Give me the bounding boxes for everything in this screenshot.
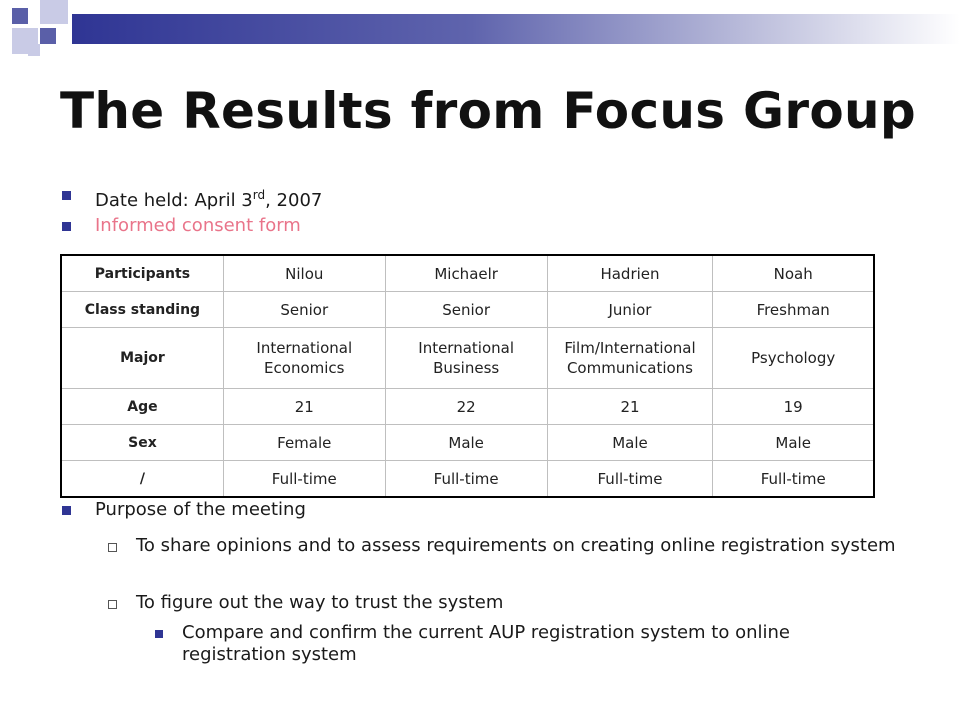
date-superscript: rd [252,188,266,202]
consent-form-link[interactable]: Informed consent form [95,215,301,236]
participants-table [60,254,875,498]
table-cell: International Economics [223,328,385,389]
table-cell: Psychology [713,328,874,389]
table-row [61,461,874,498]
table-cell: Senior [223,292,385,328]
table-cell: Full-time [385,461,547,498]
table-cell: Junior [547,292,713,328]
table-cell: Full-time [713,461,874,498]
table-cell: Senior [385,292,547,328]
hollow-square-bullet-icon [108,543,117,552]
square-bullet-icon [62,222,71,231]
table-cell: Male [385,425,547,461]
table-row [61,425,874,461]
table-cell: Full-time [223,461,385,498]
table-cell: 19 [713,389,874,425]
table-cell: Hadrien [547,255,713,292]
decor-square [12,8,28,24]
hollow-square-bullet-icon [108,600,117,609]
table-row [61,389,874,425]
row-header: / [61,461,223,498]
table-row [61,328,874,389]
table-row [61,255,874,292]
table-cell: International Business [385,328,547,389]
row-header: Sex [61,425,223,461]
table-cell: Michaelr [385,255,547,292]
sub-bullet-trust-system: To figure out the way to trust the system [136,592,504,613]
row-header: Participants [61,255,223,292]
decor-square [40,28,56,44]
table-cell: 21 [223,389,385,425]
table-row [61,292,874,328]
table-cell: Male [547,425,713,461]
table-cell: Full-time [547,461,713,498]
table-cell: Noah [713,255,874,292]
square-bullet-icon [155,630,163,638]
table-cell: 21 [547,389,713,425]
table-cell: Nilou [223,255,385,292]
table-cell: Male [713,425,874,461]
date-prefix: Date held: April 3 [95,190,253,211]
row-header: Class standing [61,292,223,328]
sub-bullet-share-opinions: To share opinions and to assess requirements on creating online registration system [136,535,896,556]
date-suffix: , 2007 [265,190,323,211]
slide-title: The Results from Focus Group [60,82,916,140]
square-bullet-icon [62,191,71,200]
table-cell: Freshman [713,292,874,328]
table-cell: Film/International Communications [547,328,713,389]
row-header: Age [61,389,223,425]
decor-square [40,0,68,24]
decor-square [28,44,40,56]
row-header: Major [61,328,223,389]
date-held-text [95,184,322,212]
header-gradient-bar [72,14,960,44]
table-cell: 22 [385,389,547,425]
square-bullet-icon [62,506,71,515]
sub-sub-bullet-compare: Compare and confirm the current AUP registration system to online registration system [182,622,791,665]
table-cell: Female [223,425,385,461]
purpose-heading: Purpose of the meeting [95,499,306,520]
